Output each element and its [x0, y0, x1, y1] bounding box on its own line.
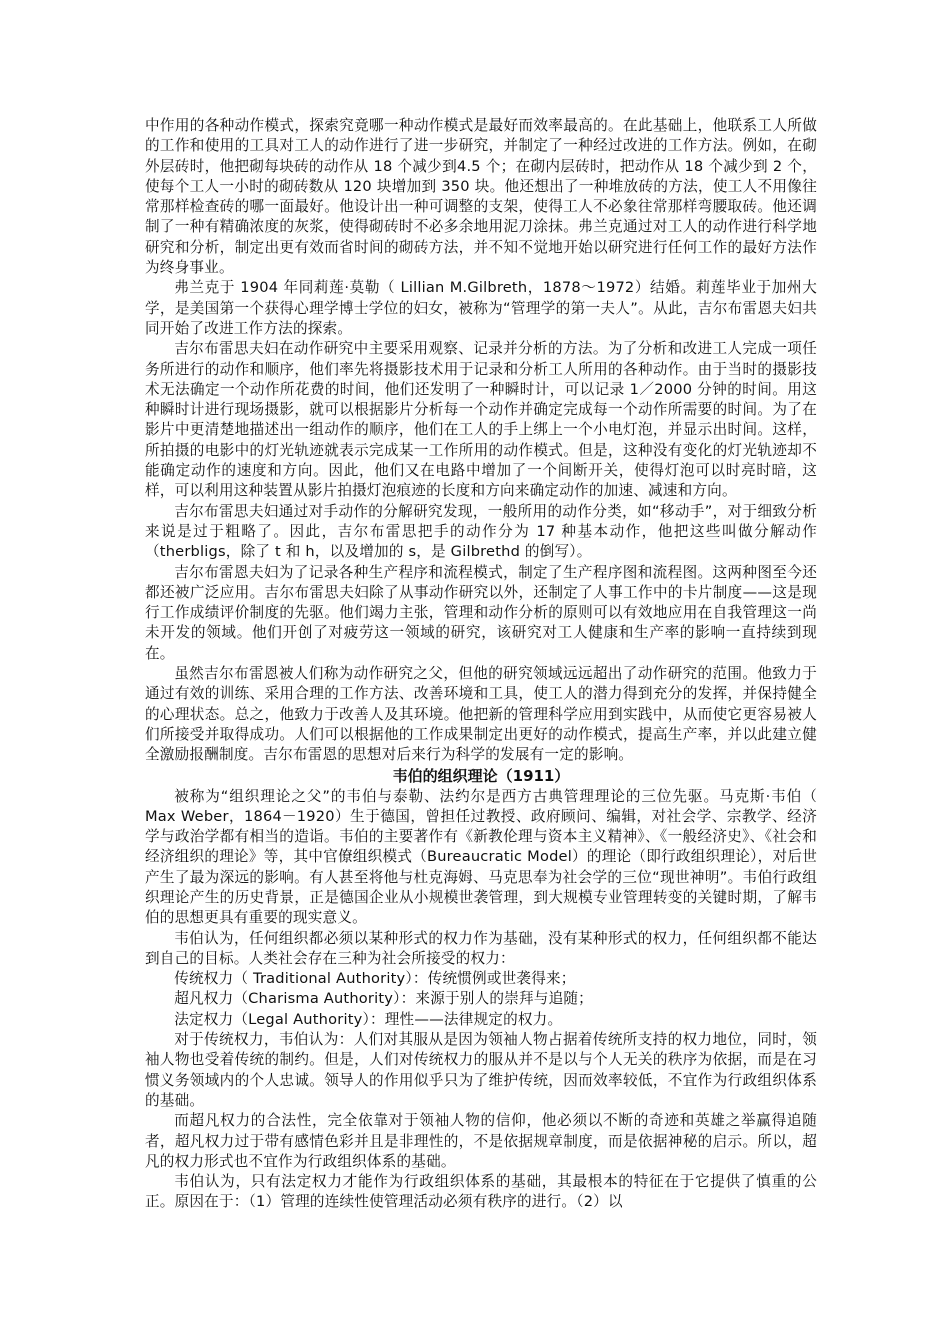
paragraph: 韦伯认为，只有法定权力才能作为行政组织体系的基础，其最根本的特征在于它提供了慎重的公正。原因在于：（1）管理的连续性使管理活动必须有秩序的进行。（2）以 [145, 1173, 817, 1211]
list-item: 法定权力（Legal Authority）：理性——法律规定的权力。 [174, 1010, 563, 1028]
list-item: 超凡权力（Charisma Authority）：来源于别人的崇拜与追随； [174, 990, 593, 1008]
paragraph: 吉尔布雷思夫妇在动作研究中主要采用观察、记录并分析的方法。为了分析和改进工人完成一项任务所进行的动作和顺序，他们率先将摄影技术用于记录和分析工人所用的各种动作。由于当时的摄影技术无法确定一个动作所花费的时间，他们还发明了一种瞬时计，可以记录 1／2000 分钟的时间。用这种瞬时计进行现场摄影，就可以根据影片分析每一个动作并确定完成每一个动作所需要的时间。为了在影片中更清楚地描述出一组动作的顺序，他们在工人的手上绑上一个小电灯泡，并显示出时间。这样，所拍摄的电影中的灯光轨迹就表示完成某一工作所用的动作模式。但是，这种没有变化的灯光轨迹却不能确定动作的速度和方向。因此，他们又在电路中增加了一个间断开关，使得灯泡可以时亮时暗，这样，可以利用这种装置从影片拍摄灯泡痕迹的长度和方向来确定动作的加速、减速和方向。 [145, 340, 817, 500]
paragraph: 弗兰克于 1904 年同莉莲·莫勒（ Lillian M.Gilbreth，1878～1972）结婚。莉莲毕业于加州大学，是美国第一个获得心理学博士学位的妇女，被称为“管理学的第一夫人”。从此，吉尔布雷恩夫妇共同开始了改进工作方法的探索。 [145, 279, 817, 337]
paragraph: 吉尔布雷恩夫妇为了记录各种生产程序和流程模式，制定了生产程序图和流程图。这两种图至今还都还被广泛应用。吉尔布雷思夫妇除了从事动作研究以外，还制定了人事工作中的卡片制度——这是现行工作成绩评价制度的先驱。他们竭力主张，管理和动作分析的原则可以有效地应用在自我管理这一尚未开发的领域。他们开创了对疲劳这一领域的研究，该研究对工人健康和生产率的影响一直持续到现在。 [145, 563, 817, 662]
paragraph: 韦伯认为，任何组织都必须以某种形式的权力作为基础，没有某种形式的权力，任何组织都不能达到自己的目标。人类社会存在三种为社会所接受的权力： [145, 929, 817, 967]
paragraph: 而超凡权力的合法性，完全依靠对于领袖人物的信仰，他必须以不断的奇迹和英雄之举赢得追随者，超凡权力过于带有感情色彩并且是非理性的，不是依据规章制度，而是依据神秘的启示。所以，超凡的权力形式也不宜作为行政组织体系的基础。 [145, 1112, 817, 1170]
paragraph: 对于传统权力，韦伯认为：人们对其服从是因为领袖人物占据着传统所支持的权力地位，同时，领袖人物也受着传统的制约。但是，人们对传统权力的服从并不是以与个人无关的秩序为依据，而是在习惯义务领域内的个人忠诚。领导人的作用似乎只为了维护传统，因而效率较低，不宜作为行政组织体系的基础。 [145, 1031, 817, 1109]
list-item: 传统权力（ Traditional Authority）：传统惯例或世袭得来； [174, 970, 576, 988]
paragraph: 被称为“组织理论之父”的韦伯与泰勒、法约尔是西方古典管理理论的三位先驱。马克斯·韦伯（ Max Weber，1864－1920）生于德国，曾担任过教授、政府顾问、编辑，对社会学、宗教学、经济学与政治学都有相当的造诣。韦伯的主要著作有《新教伦理与资本主义精神》、《一般经济史》、《社会和经济组织的理论》等，其中官僚组织模式（Bureaucratic Model）的理论（即行政组织理论），对后世产生了最为深远的影响。有人甚至将他与杜克海姆、马克思奉为社会学的三位“现世神明”。韦伯行政组织理论产生的历史背景，正是德国企业从小规模世袭管理，到大规模专业管理转变的关键时期，了解韦伯的思想更具有重要的现实意义。 [145, 787, 817, 927]
paragraph: 中作用的各种动作模式，探索究竟哪一种动作模式是最好而效率最高的。在此基础上，他联系工人所做的工作和使用的工具对工人的动作进行了进一步研究，并制定了一种经过改进的工作方法。例如，在砌外层砖时，他把砌每块砖的动作从 18 个减少到4.5 个；在砌内层砖时，把动作从 18 个减少到 2 个，使每个工人一小时的砌砖数从 120 块增加到 350 块。他还想出了一种堆放砖的方法，使工人不用像往常那样检查砖的哪一面最好。他设计出一种可调整的支架，使得工人不必象往常那样弯腰取砖。他还调制了一种有精确浓度的灰浆，使得砌砖时不必多余地用泥刀涂抹。弗兰克通过对工人的动作进行科学地研究和分析，制定出更有效而省时间的砌砖方法，并不知不觉地开始以研究进行任何工作的最好方法作为终身事业。 [145, 117, 817, 277]
document-page [145, 116, 817, 1213]
section-heading: 韦伯的组织理论（1911） [392, 766, 570, 785]
paragraph: 吉尔布雷思夫妇通过对手动作的分解研究发现，一般所用的动作分类，如“移动手”，对于细致分析来说是过于粗略了。因此，吉尔布雷思把手的动作分为 17 种基本动作，他把这些叫做分解动作（therbligs，除了 t 和 h，以及增加的 s，是 Gilbrethd 的倒写）。 [145, 502, 817, 561]
paragraph: 虽然吉尔布雷恩被人们称为动作研究之父，但他的研究领域远远超出了动作研究的范围。他致力于通过有效的训练、采用合理的工作方法、改善环境和工具，使工人的潜力得到充分的发挥，并保持健全的心理状态。总之，他致力于改善人及其环境。他把新的管理科学应用到实践中，从而使它更容易被人们所接受并取得成功。人们可以根据他的工作成果制定出更好的动作模式，提高生产率，并以此建立健全激励报酬制度。吉尔布雷恩的思想对后来行为科学的发展有一定的影响。 [145, 665, 817, 764]
